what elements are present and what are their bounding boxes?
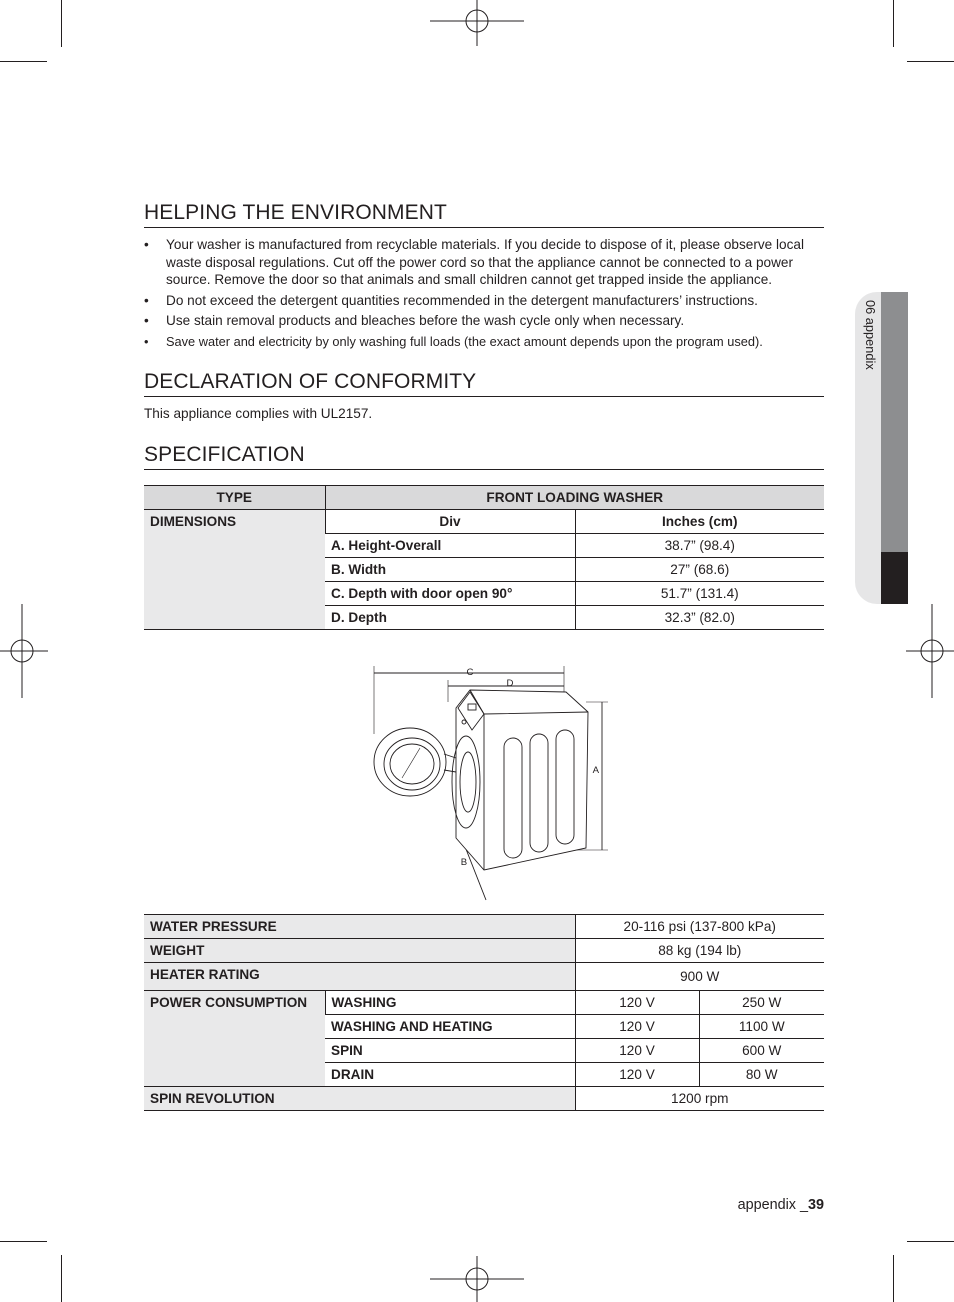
inches-header: Inches (cm) <box>575 509 824 533</box>
power-consumption-label: POWER CONSUMPTION <box>144 991 325 1087</box>
table-row <box>144 915 824 939</box>
page-content <box>144 200 824 1106</box>
bullet-item: • Do not exceed the detergent quantities recommended in the detergent manufacturers’ instructions. <box>144 292 824 310</box>
dimension-label: A. Height-Overall <box>325 533 575 557</box>
section-title-specification: SPECIFICATION <box>144 442 824 470</box>
power-voltage: 120 V <box>575 1063 699 1087</box>
power-voltage: 120 V <box>575 1039 699 1063</box>
heater-rating-value: 900 W <box>575 963 824 991</box>
dimension-label-d: D <box>506 678 514 689</box>
weight-value: 88 kg (194 lb) <box>575 939 824 963</box>
power-voltage: 120 V <box>575 1015 699 1039</box>
registration-mark-icon <box>430 0 524 48</box>
crop-mark <box>61 0 62 47</box>
registration-mark-icon <box>0 604 48 698</box>
bullet-item: • Save water and electricity by only washing full loads (the exact amount depends upon the program used). <box>144 333 824 351</box>
weight-label: WEIGHT <box>144 939 575 963</box>
section-title-environment: HELPING THE ENVIRONMENT <box>144 200 824 228</box>
crop-mark <box>0 61 47 62</box>
table-row <box>144 991 824 1015</box>
power-watts: 80 W <box>699 1063 824 1087</box>
registration-mark-icon <box>906 604 954 698</box>
page-number-value: 39 <box>807 1197 824 1213</box>
dimension-label: D. Depth <box>325 605 575 629</box>
power-voltage: 120 V <box>575 991 699 1015</box>
side-tab-gray-band <box>881 292 908 552</box>
environment-bullet-list <box>144 236 824 351</box>
power-mode: WASHING <box>325 991 575 1015</box>
power-watts: 600 W <box>699 1039 824 1063</box>
crop-mark <box>0 1241 47 1242</box>
crop-mark <box>893 1255 894 1302</box>
div-header: Div <box>325 509 575 533</box>
crop-mark <box>907 61 954 62</box>
bullet-item: • Your washer is manufactured from recyclable materials. If you decide to dispose of it, please observe local waste disposal regulations. Cut off the power cord so that the appliance cannot be connected to a power source. Remove the door so that animals and small children cannot get trapped inside the appliance. <box>144 236 824 289</box>
page-number <box>738 1197 824 1213</box>
page-number-prefix: appendix _ <box>737 1197 808 1213</box>
spin-revolution-label: SPIN REVOLUTION <box>144 1087 575 1111</box>
crop-mark <box>61 1255 62 1302</box>
table-row <box>144 485 824 509</box>
side-tab-black-band <box>881 552 908 604</box>
dimension-label-b: B <box>460 857 468 868</box>
power-mode: WASHING AND HEATING <box>325 1015 575 1039</box>
bullet-item: • Use stain removal products and bleaches before the wash cycle only when necessary. <box>144 312 824 330</box>
dimension-label: B. Width <box>325 557 575 581</box>
dimension-value: 38.7” (98.4) <box>575 533 824 557</box>
dimension-label-c: C <box>466 667 474 678</box>
type-value-header: FRONT LOADING WASHER <box>325 485 824 509</box>
power-mode: SPIN <box>325 1039 575 1063</box>
dimension-value: 27” (68.6) <box>575 557 824 581</box>
specification-table <box>144 914 824 1111</box>
table-row <box>144 939 824 963</box>
spin-revolution-value: 1200 rpm <box>575 1087 824 1111</box>
heater-rating-label: HEATER RATING <box>144 963 575 991</box>
crop-mark <box>893 0 894 47</box>
registration-mark-icon <box>430 1256 524 1302</box>
water-pressure-value: 20-116 psi (137-800 kPa) <box>575 915 824 939</box>
table-row <box>144 509 824 533</box>
dimensions-table <box>144 485 824 630</box>
water-pressure-label: WATER PRESSURE <box>144 915 575 939</box>
type-header: TYPE <box>144 485 325 509</box>
crop-mark <box>907 1241 954 1242</box>
dimensions-label: DIMENSIONS <box>144 509 325 629</box>
table-row <box>144 963 824 991</box>
power-watts: 1100 W <box>699 1015 824 1039</box>
conformity-text: This appliance complies with UL2157. <box>144 405 373 421</box>
side-tab-label: 06 appendix <box>863 300 878 370</box>
table-row <box>144 1087 824 1111</box>
dimension-value: 51.7” (131.4) <box>575 581 824 605</box>
power-mode: DRAIN <box>325 1063 575 1087</box>
power-watts: 250 W <box>699 991 824 1015</box>
dimension-label-a: A <box>592 765 599 776</box>
dimension-value: 32.3” (82.0) <box>575 605 824 629</box>
dimension-label: C. Depth with door open 90° <box>325 581 575 605</box>
section-title-conformity: DECLARATION OF CONFORMITY <box>144 369 824 397</box>
washer-dimension-diagram <box>360 662 620 904</box>
chapter-side-tab <box>855 292 908 604</box>
